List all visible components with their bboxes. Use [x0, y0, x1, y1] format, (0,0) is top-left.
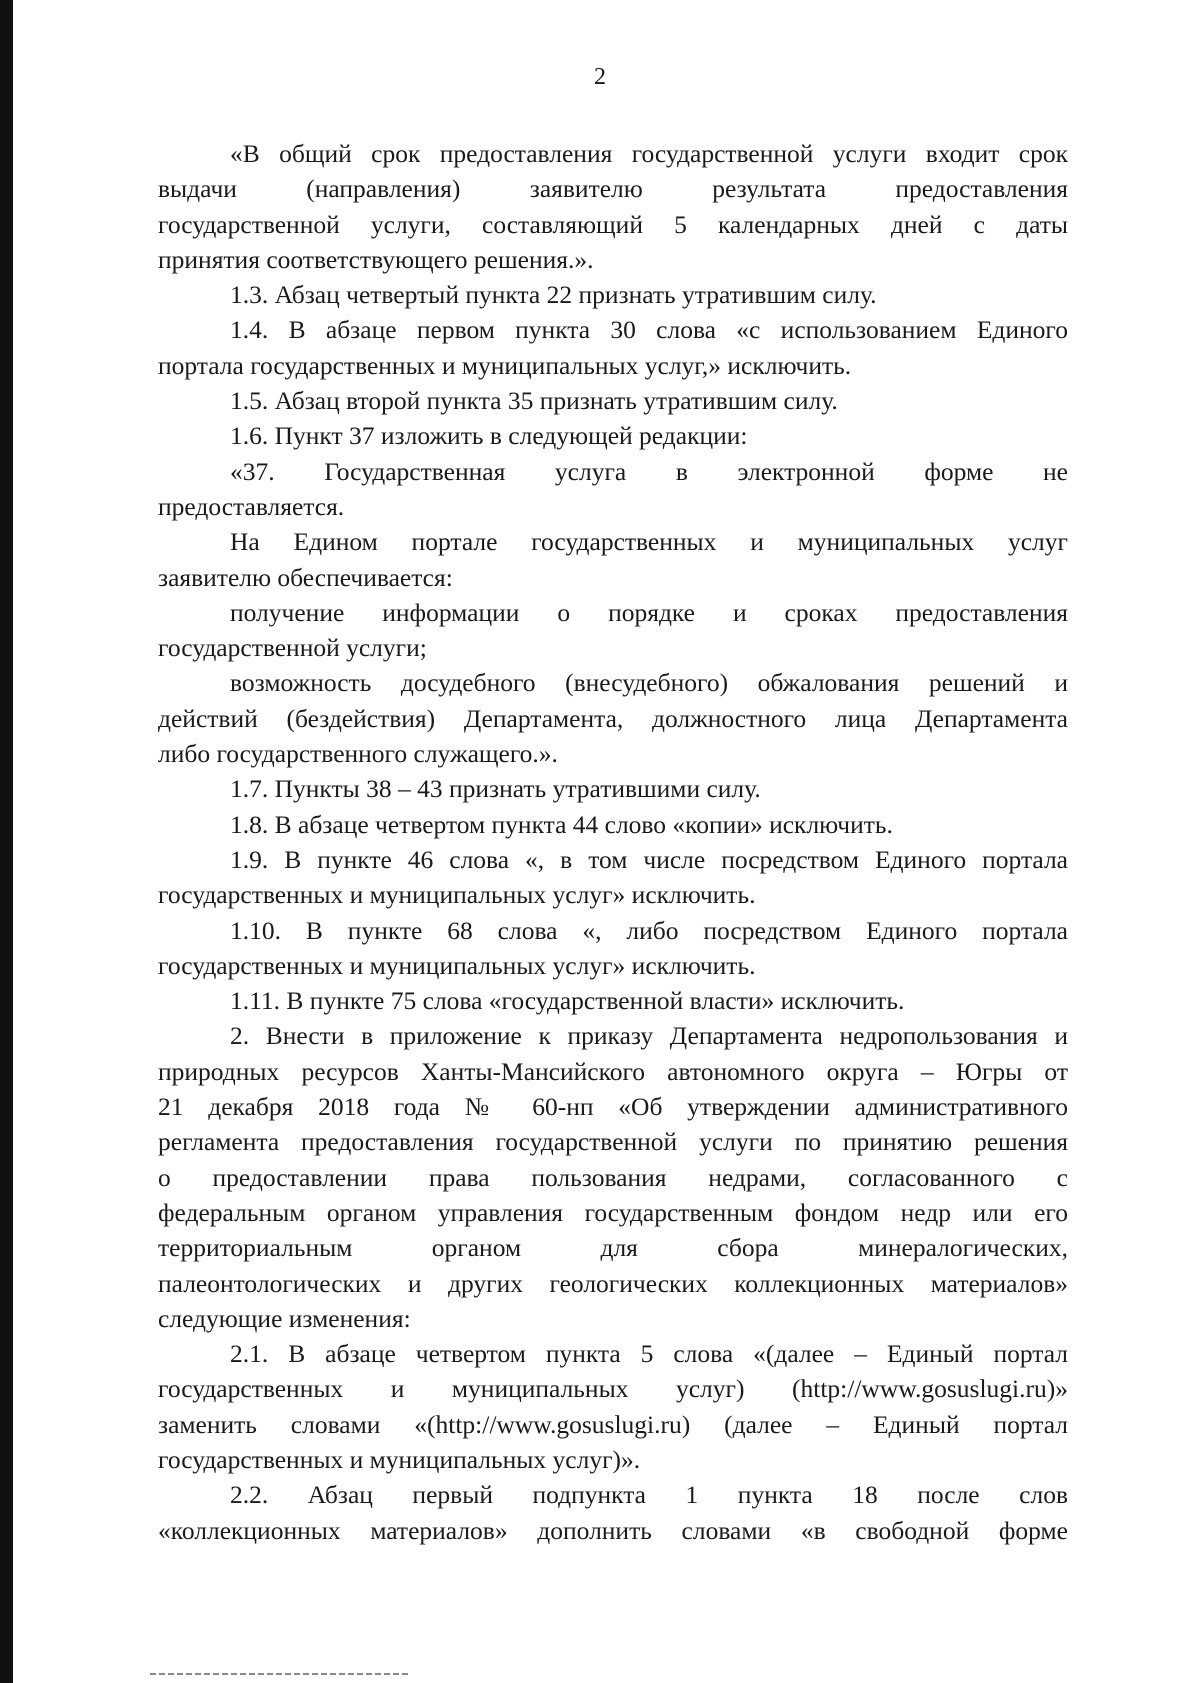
text-line: принятия соответствующего решения.». [158, 244, 594, 274]
text-line: природных ресурсов Ханты-Мансийского автономного округа – Югры от [158, 1056, 1068, 1086]
text-line: 1.3. Абзац четвертый пункта 22 признать утратившим силу. [230, 280, 877, 310]
text-line: государственной услуги, составляющий 5 календарных дней с даты [158, 209, 1068, 239]
text-line: 1.7. Пункты 38 – 43 признать утратившими силу. [230, 774, 761, 804]
text-line: государственных и муниципальных услуг» исключить. [158, 950, 756, 980]
text-line: 1.9. В пункте 46 слова «, в том числе посредством Единого портала [230, 844, 1068, 874]
text-line: На Едином портале государственных и муниципальных услуг [230, 527, 1068, 557]
text-line: 1.11. В пункте 75 слова «государственной власти» исключить. [230, 986, 905, 1016]
text-line: палеонтологических и других геологических коллекционных материалов» [158, 1268, 1068, 1298]
text-line: 1.5. Абзац второй пункта 35 признать утратившим силу. [230, 386, 838, 416]
document-body [158, 136, 1068, 1548]
text-line: 2. Внести в приложение к приказу Департамента недропользования и [230, 1021, 1068, 1051]
text-line: 2.2. Абзац первый подпункта 1 пункта 18 после слов [230, 1480, 1068, 1510]
text-line: предоставляется. [158, 491, 345, 521]
text-line: получение информации о порядке и сроках предоставления [230, 597, 1068, 627]
text-line: федеральным органом управления государственным фондом недр или его [158, 1197, 1068, 1227]
text-line: либо государственного служащего.». [158, 739, 558, 769]
text-line: заявителю обеспечивается: [158, 562, 453, 592]
text-line: государственной услуги; [158, 633, 427, 663]
scan-artifact-bottom [150, 1673, 410, 1675]
text-line: государственных и муниципальных услуг)». [158, 1444, 641, 1474]
text-line: заменить словами «(http://www.gosuslugi.ru) (далее – Единый портал [158, 1409, 1068, 1439]
text-line: выдачи (направления) заявителю результата предоставления [158, 174, 1068, 204]
text-line: государственных и муниципальных услуг) (http://www.gosuslugi.ru)» [158, 1374, 1068, 1404]
text-line: 1.6. Пункт 37 изложить в следующей редакции: [230, 421, 748, 451]
text-line: действий (бездействия) Департамента, должностного лица Департамента [158, 703, 1068, 733]
text-line: 21 декабря 2018 года № 60-нп «Об утверждении административного [158, 1092, 1068, 1122]
text-line: регламента предоставления государственной услуги по принятию решения [158, 1127, 1068, 1157]
text-line: территориальным органом для сбора минералогических, [158, 1233, 1068, 1263]
page-number: 2 [594, 64, 606, 90]
text-line: «37. Государственная услуга в электронной форме не [230, 456, 1068, 486]
text-line: о предоставлении права пользования недрами, согласованного с [158, 1162, 1068, 1192]
scan-border-left [0, 0, 13, 1683]
text-line: возможность досудебного (внесудебного) обжалования решений и [230, 668, 1068, 698]
text-line: 1.8. В абзаце четвертом пункта 44 слово «копии» исключить. [230, 809, 893, 839]
text-line: 1.4. В абзаце первом пункта 30 слова «с использованием Единого [230, 315, 1068, 345]
text-line: государственных и муниципальных услуг» исключить. [158, 880, 756, 910]
text-line: «коллекционных материалов» дополнить словами «в свободной форме [158, 1515, 1068, 1545]
text-line: 2.1. В абзаце четвертом пункта 5 слова «(далее – Единый портал [230, 1339, 1068, 1369]
text-line: «В общий срок предоставления государственной услуги входит срок [230, 139, 1068, 168]
text-line: 1.10. В пункте 68 слова «, либо посредством Единого портала [230, 915, 1068, 945]
text-line: портала государственных и муниципальных услуг,» исключить. [158, 350, 852, 380]
text-line: следующие изменения: [158, 1303, 411, 1333]
